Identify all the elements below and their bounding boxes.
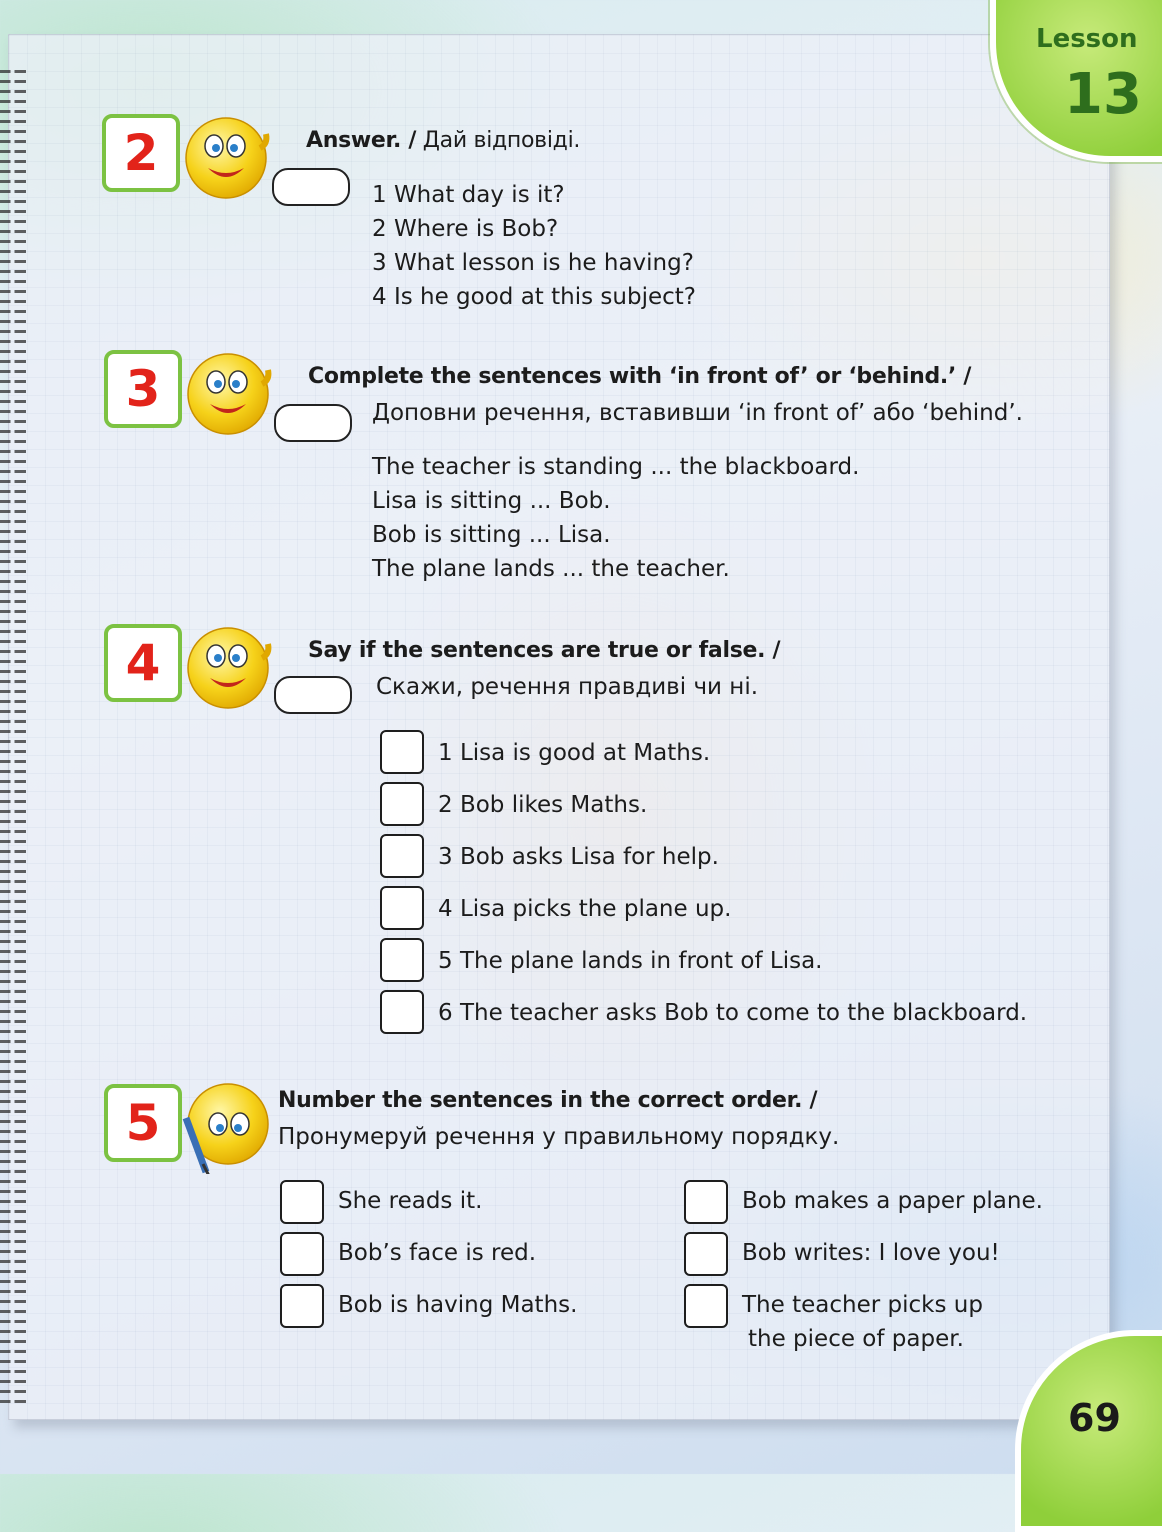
answer-checkbox[interactable] [380,834,424,878]
page-number: 69 [1068,1396,1121,1440]
answer-checkbox[interactable] [380,782,424,826]
task-number-badge: 4 [104,624,182,702]
spiral-binding [0,70,26,1410]
task2-title: Answer. / Дай відповіді. [306,128,581,153]
statement-4: 4 Lisa picks the plane up. [438,896,732,922]
sentence-4: The plane lands ... the teacher. [372,556,730,582]
lesson-number: 13 [1064,62,1142,127]
statement-2: 2 Bob likes Maths. [438,792,648,818]
lesson-label: Lesson [1036,24,1138,54]
order-sentence: Bob writes: I love you! [742,1240,1000,1266]
task5-title: Number the sentences in the correct order. / [278,1088,818,1113]
order-box[interactable] [684,1284,728,1328]
smiley-icon [178,108,274,204]
order-sentence: She reads it. [338,1188,483,1214]
speech-bubble [272,168,350,206]
order-sentence-continued: the piece of paper. [748,1326,964,1352]
sentence-3: Bob is sitting ... Lisa. [372,522,611,548]
order-box[interactable] [684,1232,728,1276]
statement-1: 1 Lisa is good at Maths. [438,740,711,766]
order-sentence: Bob’s face is red. [338,1240,537,1266]
question-3: 3 What lesson is he having? [372,250,694,276]
speech-bubble [274,676,352,714]
answer-checkbox[interactable] [380,990,424,1034]
task-number-badge: 2 [102,114,180,192]
question-4: 4 Is he good at this subject? [372,284,696,310]
task4-title: Say if the sentences are true or false. / [308,638,781,663]
answer-checkbox[interactable] [380,938,424,982]
question-2: 2 Where is Bob? [372,216,559,242]
sentence-1: The teacher is standing ... the blackboard. [372,454,860,480]
statement-3: 3 Bob asks Lisa for help. [438,844,719,870]
statement-5: 5 The plane lands in front of Lisa. [438,948,823,974]
order-sentence: Bob makes a paper plane. [742,1188,1043,1214]
question-1: 1 What day is it? [372,182,565,208]
answer-checkbox[interactable] [380,730,424,774]
smiley-icon [180,344,276,440]
speech-bubble [274,404,352,442]
task3-subtitle: Доповни речення, вставивши ‘in front of’ або ‘behind’. [372,400,1023,426]
smiley-icon [180,618,276,714]
order-box[interactable] [684,1180,728,1224]
sentence-2: Lisa is sitting ... Bob. [372,488,611,514]
task4-subtitle: Скажи, речення правдиві чи ні. [376,674,759,700]
order-box[interactable] [280,1284,324,1328]
task-number-badge: 3 [104,350,182,428]
task5-subtitle: Пронумеруй речення у правильному порядку. [278,1124,840,1150]
answer-checkbox[interactable] [380,886,424,930]
smiley-pencil-icon [176,1078,272,1174]
task-number-badge: 5 [104,1084,182,1162]
task3-title: Complete the sentences with ‘in front of’ or ‘behind.’ / [308,364,972,389]
order-box[interactable] [280,1180,324,1224]
order-box[interactable] [280,1232,324,1276]
order-sentence: Bob is having Maths. [338,1292,578,1318]
order-sentence: The teacher picks up [742,1292,983,1318]
statement-6: 6 The teacher asks Bob to come to the blackboard. [438,1000,1028,1026]
